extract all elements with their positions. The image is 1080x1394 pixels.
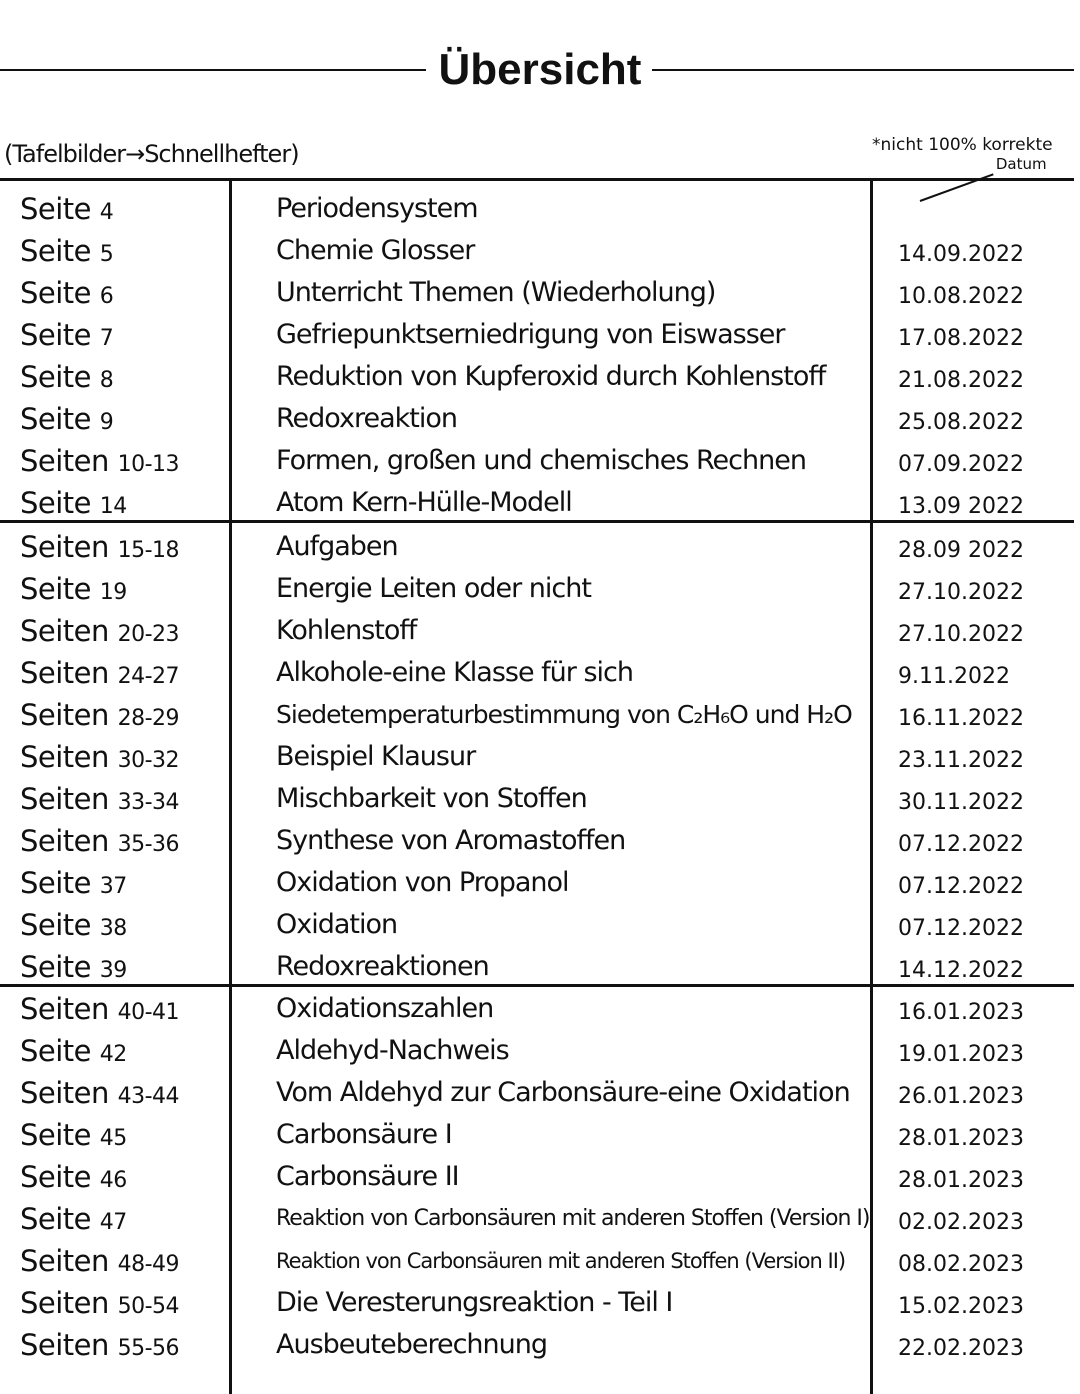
date: 16.01.2023 — [898, 1000, 1024, 1025]
page-range — [20, 652, 230, 698]
table-row — [0, 610, 1080, 652]
page-label: Seiten — [20, 1244, 109, 1278]
page-range — [20, 736, 230, 782]
table-row — [0, 946, 1080, 988]
note-line-2: Datum — [995, 155, 1047, 173]
page-label: Seite — [20, 1202, 92, 1236]
page-number: 47 — [99, 1210, 127, 1235]
subtitle: (Tafelbilder→Schnellhefter) — [4, 140, 299, 168]
table-row — [0, 1282, 1080, 1324]
page-number: 24-27 — [117, 664, 180, 689]
page-label: Seite — [20, 950, 92, 984]
topic: Reaktion von Carbonsäuren mit anderen Stoffen (Version II) — [276, 1249, 846, 1273]
page-number: 10-13 — [117, 452, 180, 477]
page-title: Übersicht — [438, 45, 642, 94]
page-number: 5 — [99, 242, 114, 267]
topic: Oxidation — [276, 909, 398, 940]
page-label: Seite — [20, 1160, 92, 1194]
date: 23.11.2022 — [898, 748, 1024, 773]
page-range — [20, 188, 230, 234]
table-row — [0, 1072, 1080, 1114]
page-range — [20, 272, 230, 318]
page-label: Seiten — [20, 614, 109, 648]
page-number: 19 — [99, 580, 127, 605]
topic: Oxidationszahlen — [276, 993, 494, 1024]
table-row — [0, 398, 1080, 440]
page-number: 45 — [99, 1126, 127, 1151]
topic: Redoxreaktion — [276, 403, 457, 434]
table-row — [0, 1240, 1080, 1282]
page-label: Seiten — [20, 740, 109, 774]
date: 15.02.2023 — [898, 1294, 1024, 1319]
page-number: 42 — [99, 1042, 127, 1067]
page-label: Seiten — [20, 1076, 109, 1110]
table-row — [0, 904, 1080, 946]
date: 02.02.2023 — [898, 1210, 1024, 1235]
topic: Gefriepunktserniedrigung von Eiswasser — [276, 319, 785, 350]
table-row — [0, 440, 1080, 482]
page-label: Seite — [20, 402, 92, 436]
page-label: Seite — [20, 276, 92, 310]
page-label: Seiten — [20, 992, 109, 1026]
page-label: Seiten — [20, 656, 109, 690]
date: 14.12.2022 — [898, 958, 1024, 983]
page-number: 40-41 — [117, 1000, 180, 1025]
date: 30.11.2022 — [898, 790, 1024, 815]
date: 07.12.2022 — [898, 832, 1024, 857]
page-number: 48-49 — [117, 1252, 180, 1277]
topic: Vom Aldehyd zur Carbonsäure-eine Oxidation — [276, 1077, 850, 1108]
page-label: Seite — [20, 866, 92, 900]
page-label: Seite — [20, 1118, 92, 1152]
page-number: 14 — [99, 494, 127, 519]
page-number: 15-18 — [117, 538, 180, 563]
table-row — [0, 862, 1080, 904]
page-range — [20, 1282, 230, 1328]
table-row — [0, 736, 1080, 778]
topic: Die Veresterungsreaktion - Teil I — [276, 1287, 673, 1318]
table-row — [0, 778, 1080, 820]
page-label: Seiten — [20, 698, 109, 732]
title-rule-left — [0, 69, 426, 71]
date: 10.08.2022 — [898, 284, 1024, 309]
page-label: Seite — [20, 1034, 92, 1068]
date: 19.01.2023 — [898, 1042, 1024, 1067]
page-number: 38 — [99, 916, 127, 941]
table-row — [0, 356, 1080, 398]
topic: Aldehyd-Nachweis — [276, 1035, 509, 1066]
note-line-1: *nicht 100% korrekte — [872, 135, 1053, 155]
table-row — [0, 1156, 1080, 1198]
page-number: 4 — [99, 200, 114, 225]
title-rule-right — [652, 69, 1074, 71]
page-range — [20, 398, 230, 444]
table-row — [0, 1114, 1080, 1156]
page-number: 46 — [99, 1168, 127, 1193]
page-range — [20, 314, 230, 360]
page-label: Seiten — [20, 1328, 109, 1362]
page-label: Seite — [20, 908, 92, 942]
page-number: 9 — [99, 410, 114, 435]
page-label: Seiten — [20, 1286, 109, 1320]
table-row — [0, 482, 1080, 524]
date-accuracy-note — [872, 136, 1053, 174]
page-range — [20, 946, 230, 992]
table-row — [0, 694, 1080, 736]
page-range — [20, 482, 230, 528]
page-range — [20, 904, 230, 950]
page-label: Seite — [20, 572, 92, 606]
topic: Redoxreaktionen — [276, 951, 489, 982]
page-number: 39 — [99, 958, 127, 983]
page-range — [20, 1072, 230, 1118]
topic: Carbonsäure II — [276, 1161, 459, 1192]
topic: Beispiel Klausur — [276, 741, 476, 772]
page-label: Seiten — [20, 824, 109, 858]
page-range — [20, 610, 230, 656]
topic: Reaktion von Carbonsäuren mit anderen Stoffen (Version I) — [276, 1206, 870, 1231]
page-label: Seiten — [20, 530, 109, 564]
page-range — [20, 526, 230, 572]
topic: Periodensystem — [276, 193, 478, 224]
table-row — [0, 568, 1080, 610]
date: 16.11.2022 — [898, 706, 1024, 731]
table-row — [0, 988, 1080, 1030]
page-range — [20, 1030, 230, 1076]
table-row — [0, 230, 1080, 272]
date: 26.01.2023 — [898, 1084, 1024, 1109]
page-range — [20, 820, 230, 866]
page-range — [20, 440, 230, 486]
page-range — [20, 568, 230, 614]
table-row — [0, 526, 1080, 568]
page-number: 50-54 — [117, 1294, 180, 1319]
date: 07.12.2022 — [898, 916, 1024, 941]
page-number: 6 — [99, 284, 114, 309]
page-range — [20, 862, 230, 908]
topic: Oxidation von Propanol — [276, 867, 569, 898]
page-label: Seiten — [20, 444, 109, 478]
date: 13.09 2022 — [898, 494, 1024, 519]
page-range — [20, 1114, 230, 1160]
page-range — [20, 356, 230, 402]
table-row — [0, 188, 1080, 230]
page-number: 8 — [99, 368, 114, 393]
date: 27.10.2022 — [898, 580, 1024, 605]
topic: Atom Kern-Hülle-Modell — [276, 487, 572, 518]
date: 27.10.2022 — [898, 622, 1024, 647]
topic: Ausbeuteberechnung — [276, 1329, 548, 1360]
date: 25.08.2022 — [898, 410, 1024, 435]
date: 17.08.2022 — [898, 326, 1024, 351]
page-range — [20, 1156, 230, 1202]
page-number: 20-23 — [117, 622, 180, 647]
date: 07.12.2022 — [898, 874, 1024, 899]
page-range — [20, 230, 230, 276]
date: 28.09 2022 — [898, 538, 1024, 563]
page-range — [20, 1198, 230, 1244]
topic: Carbonsäure I — [276, 1119, 452, 1150]
table-row — [0, 272, 1080, 314]
topic: Aufgaben — [276, 531, 398, 562]
page-label: Seite — [20, 234, 92, 268]
table-row — [0, 1198, 1080, 1240]
page-number: 28-29 — [117, 706, 180, 731]
page-number: 37 — [99, 874, 127, 899]
topic: Energie Leiten oder nicht — [276, 573, 591, 604]
page-label: Seite — [20, 486, 92, 520]
page-number: 33-34 — [117, 790, 180, 815]
topic: Chemie Glosser — [276, 235, 475, 266]
page-label: Seite — [20, 318, 92, 352]
date: 9.11.2022 — [898, 664, 1010, 689]
date: 08.02.2023 — [898, 1252, 1024, 1277]
page-number: 55-56 — [117, 1336, 180, 1361]
page-range — [20, 694, 230, 740]
page-number: 7 — [99, 326, 114, 351]
topic: Siedetemperaturbestimmung von C₂H₆O und H₂O — [276, 700, 852, 729]
page-label: Seite — [20, 192, 92, 226]
page-range — [20, 778, 230, 824]
topic: Alkohole-eine Klasse für sich — [276, 657, 633, 688]
table-row — [0, 652, 1080, 694]
page-number: 30-32 — [117, 748, 180, 773]
date: 21.08.2022 — [898, 368, 1024, 393]
table-row — [0, 820, 1080, 862]
table-header-rule — [0, 178, 1074, 181]
table-row — [0, 314, 1080, 356]
topic: Reduktion von Kupferoxid durch Kohlenstoff — [276, 361, 826, 392]
table-row — [0, 1030, 1080, 1072]
page-label: Seite — [20, 360, 92, 394]
topic: Unterricht Themen (Wiederholung) — [276, 277, 716, 308]
topic: Synthese von Aromastoffen — [276, 825, 626, 856]
page-range — [20, 1324, 230, 1370]
date: 07.09.2022 — [898, 452, 1024, 477]
date: 28.01.2023 — [898, 1168, 1024, 1193]
date: 22.02.2023 — [898, 1336, 1024, 1361]
page-range — [20, 988, 230, 1034]
topic: Kohlenstoff — [276, 615, 417, 646]
page-number: 43-44 — [117, 1084, 180, 1109]
table-row — [0, 1324, 1080, 1366]
page-label: Seiten — [20, 782, 109, 816]
topic: Mischbarkeit von Stoffen — [276, 783, 587, 814]
page-range — [20, 1240, 230, 1286]
topic: Formen, großen und chemisches Rechnen — [276, 445, 806, 476]
date: 28.01.2023 — [898, 1126, 1024, 1151]
date: 14.09.2022 — [898, 242, 1024, 267]
page-number: 35-36 — [117, 832, 180, 857]
